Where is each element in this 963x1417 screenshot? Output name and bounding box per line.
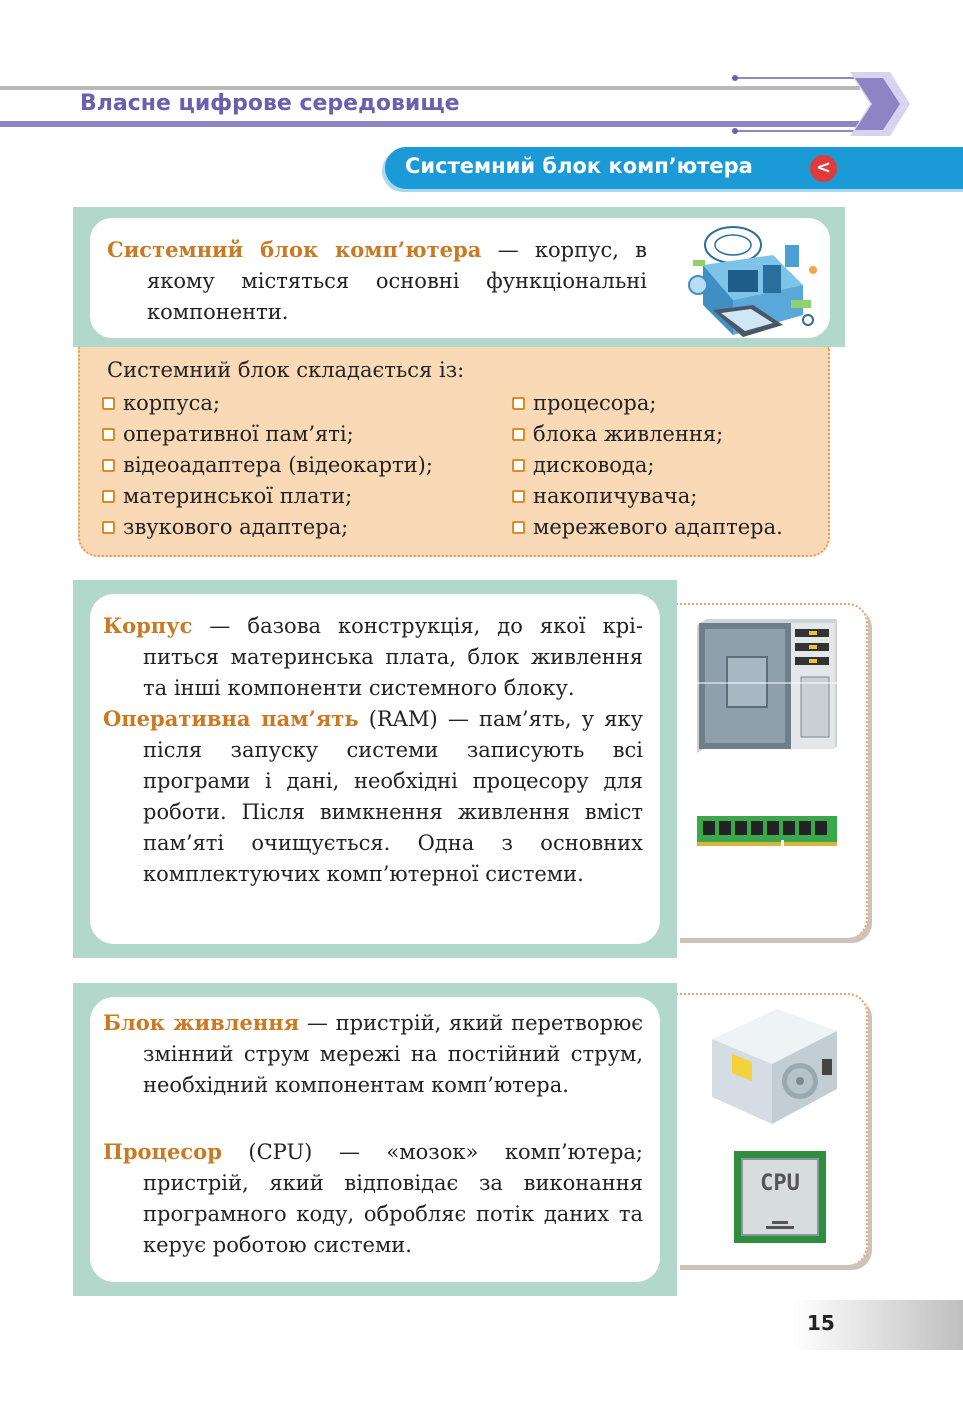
list-item: оперативної пам’яті;: [102, 419, 433, 450]
list-item: мережевого адаптера.: [512, 512, 783, 543]
definition-text: [107, 234, 647, 328]
checkbox-bullet-icon: [512, 397, 525, 410]
checkbox-bullet-icon: [102, 521, 115, 534]
psu-definition: Блок живлення — пристрій, який перетворює змінний струм мережі на постійний струм, необхідний компонентам комп’ютера.: [103, 1010, 643, 1097]
list-item: дисковода;: [512, 450, 783, 481]
images-panel-2: [676, 993, 868, 1265]
cpu-chip-label: CPU: [760, 1171, 800, 1196]
psu-term: Блок живлення: [103, 1010, 300, 1035]
system-unit-illustration-icon: [673, 215, 833, 345]
back-icon[interactable]: <: [810, 155, 837, 182]
components-list-left: [102, 388, 433, 543]
power-supply-icon: [712, 1009, 837, 1124]
list-item: процесора;: [512, 388, 783, 419]
checkbox-bullet-icon: [102, 428, 115, 441]
checkbox-bullet-icon: [512, 428, 525, 441]
ram-term: Оперативна пам’ять: [103, 706, 359, 731]
definitions-card-2: [90, 997, 660, 1282]
chevron-right-icon: [715, 68, 915, 138]
page-number: 15: [807, 1311, 835, 1335]
case-definition: Корпус — базова конструкція, до якої кріпиться материнська плата, блок живлення та інші компоненти системного блоку.: [103, 613, 643, 700]
checkbox-bullet-icon: [102, 397, 115, 410]
list-item: відеоадаптера (відеокарти);: [102, 450, 433, 481]
section-tab: [385, 147, 963, 189]
definitions-box-1: [73, 580, 677, 958]
computer-case-icon: [697, 619, 837, 754]
chapter-title: Власне цифрове середовище: [80, 91, 460, 116]
list-item: накопичувача;: [512, 481, 783, 512]
list-item: звукового адаптера;: [102, 512, 433, 543]
page-number-bar: [793, 1300, 963, 1350]
checkbox-bullet-icon: [512, 490, 525, 503]
checkbox-bullet-icon: [102, 490, 115, 503]
checkbox-bullet-icon: [102, 459, 115, 472]
components-list-intro: Системний блок складається із:: [107, 358, 465, 382]
definition-body: — корпус, в якому містяться основні функціональні компоненти.: [147, 238, 647, 324]
components-list-box: [78, 347, 830, 557]
components-list-right: [512, 388, 783, 543]
definition-term: Системний блок комп’ютера: [107, 237, 482, 262]
definitions-card-1: [90, 594, 660, 944]
list-item: корпуса;: [102, 388, 433, 419]
list-item: блока живлення;: [512, 419, 783, 450]
images-panel-1: [676, 603, 868, 938]
list-item: материнської плати;: [102, 481, 433, 512]
case-term: Корпус: [103, 613, 193, 638]
checkbox-bullet-icon: [512, 459, 525, 472]
cpu-term: Процесор: [103, 1139, 222, 1164]
section-tab-label: Системний блок комп’ютера: [405, 154, 753, 178]
ram-definition: Оперативна пам’ять (RAM) — пам’ять, у яку після запуску системи записують всі програми і дані, необхідні процесору для роботи. Після вимкнення живлення вміст пам’яті очищується. Одна з основних комплектуючих комп’ютерної системи.: [103, 706, 644, 886]
checkbox-bullet-icon: [512, 521, 525, 534]
definitions-box-2: [73, 983, 677, 1296]
cpu-definition: Процесор (CPU) — «мозок» комп’ютера; пристрій, який відповідає за виконання програмного коду, обробляє потік даних та керує роботою системи.: [103, 1139, 643, 1257]
cpu-chip-icon: [734, 1151, 826, 1243]
ram-module-icon: [697, 816, 837, 848]
